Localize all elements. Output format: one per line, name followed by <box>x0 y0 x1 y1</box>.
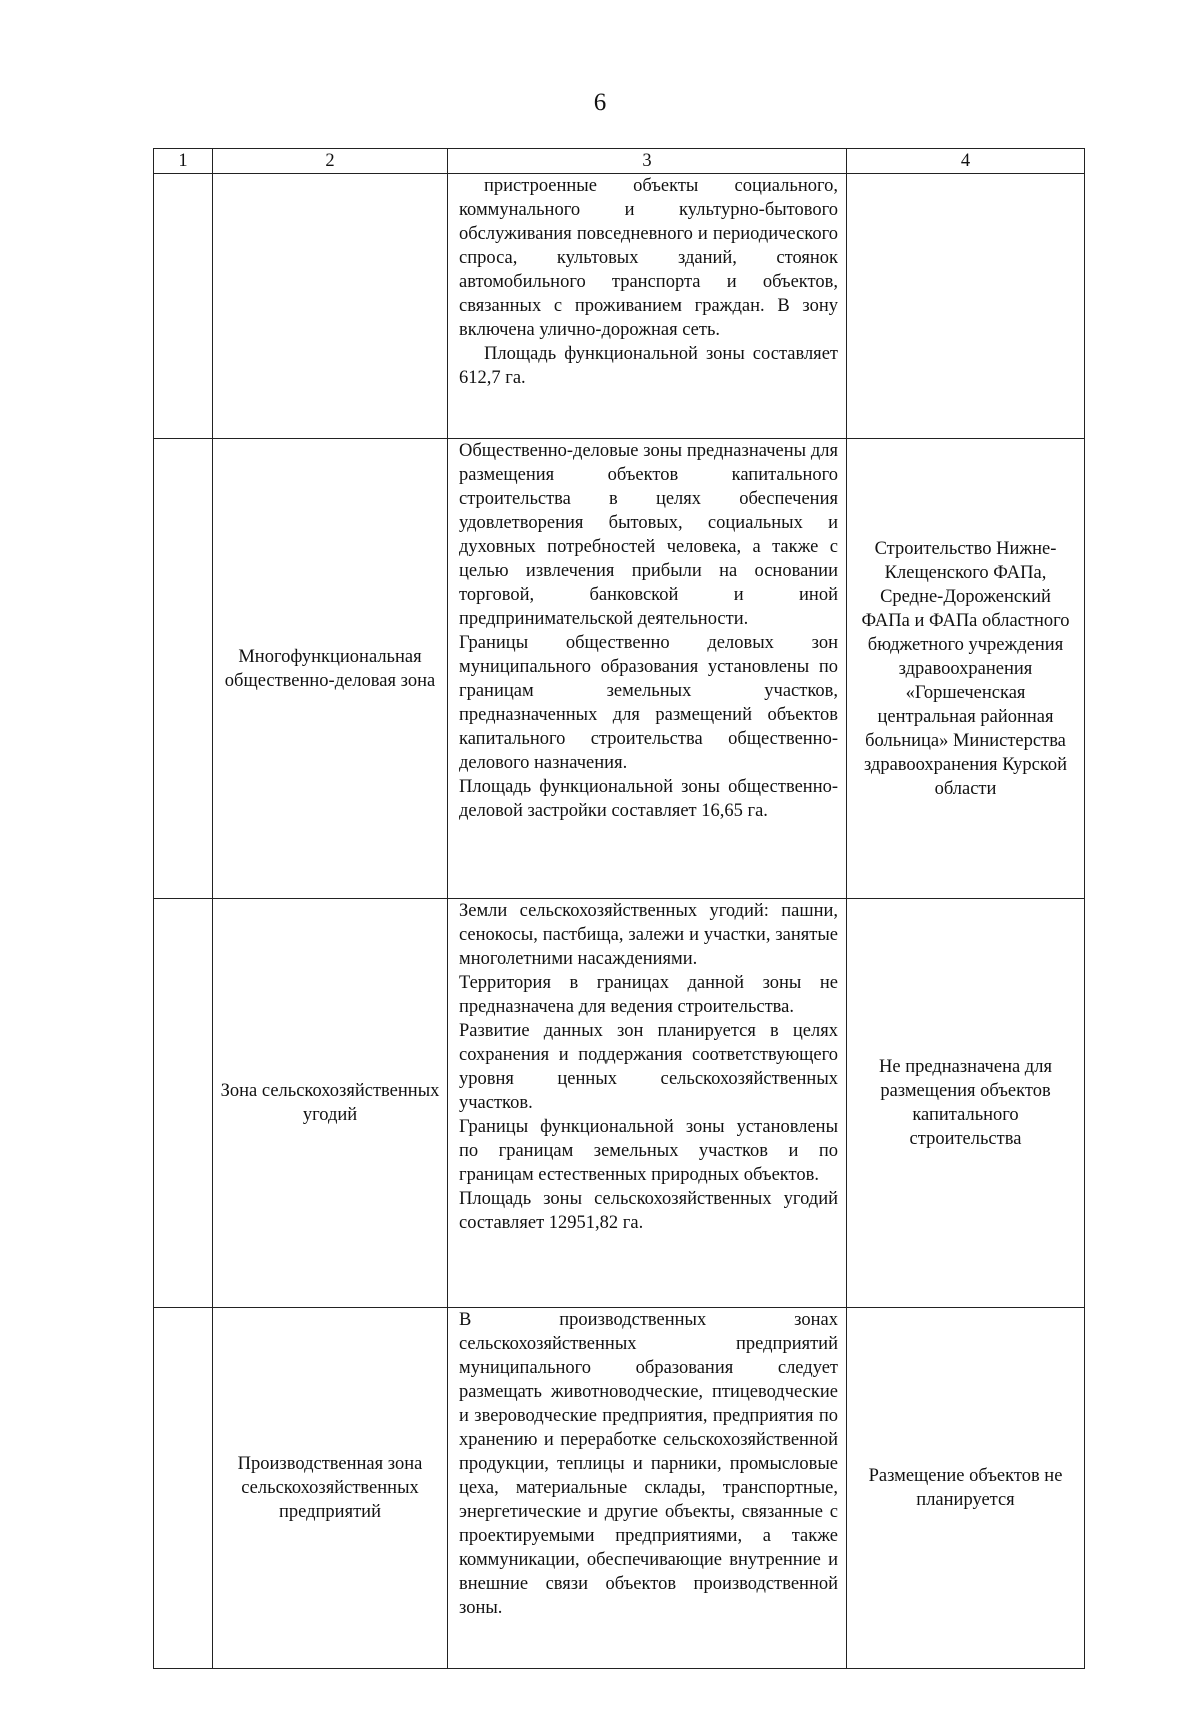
description-paragraph: Границы функциональной зоны установлены по границам земельных участков и по границам естественных природных объектов. <box>459 1117 838 1185</box>
zone-note-cell: Строительство Нижне-Клещенского ФАПа, Средне-Дороженский ФАПа и ФАПа областного бюджетного учреждения здравоохранения «Горшеченская центральная районная больница» Министерства здравоохранения Курской области <box>847 439 1085 899</box>
column-header-3: 3 <box>448 149 847 174</box>
page-number: 6 <box>593 89 607 116</box>
zone-description-cell <box>448 1308 847 1669</box>
table-row <box>154 899 1085 1308</box>
column-header-4: 4 <box>847 149 1085 174</box>
table-row <box>154 1308 1085 1669</box>
column-header-2: 2 <box>213 149 448 174</box>
table-row <box>154 174 1085 439</box>
description-paragraph: В производственных зонах сельскохозяйственных предприятий муниципального образования следует размещать животноводческие, птицеводческие и звероводческие предприятия, предприятия по хранению и переработке сельскохозяйственной продукции, теплицы и парники, промысловые цеха, материальные склады, транспортные, энергетические и другие объекты, связанные с проектируемыми предприятиями, а также коммуникации, обеспечивающие внутренние и внешние связи объектов производственной зоны. <box>459 1310 838 1618</box>
description-paragraph: Общественно-деловые зоны предназначены для размещения объектов капитального строительства в целях обеспечения удовлетворения бытовых, социальных и духовных потребностей человека, а также с целью извлечения прибыли на основании торговой, банковской и иной предпринимательской деятельности. <box>459 441 838 629</box>
row-number-cell <box>154 899 213 1308</box>
table-row <box>154 439 1085 899</box>
zone-note-cell: Не предназначена для размещения объектов капитального строительства <box>847 899 1085 1308</box>
description-paragraph: Площадь функциональной зоны общественно-деловой застройки составляет 16,65 га. <box>459 777 838 821</box>
zone-name-cell: Многофункциональная общественно-деловая зона <box>213 439 448 899</box>
row-number-cell <box>154 1308 213 1669</box>
description-paragraph: Земли сельскохозяйственных угодий: пашни, сенокосы, пастбища, залежи и участки, занятые многолетними насаждениями. <box>459 901 838 969</box>
description-paragraph: Границы общественно деловых зон муниципального образования установлены по границам земельных участков, предназначенных для размещений объектов капитального строительства общественно-делового назначения. <box>459 633 838 773</box>
zone-name-cell: Производственная зона сельскохозяйственных предприятий <box>213 1308 448 1669</box>
description-paragraph: Площадь функциональной зоны составляет 612,7 га. <box>459 344 838 388</box>
zone-note-cell: Размещение объектов не планируется <box>847 1308 1085 1669</box>
column-header-1: 1 <box>154 149 213 174</box>
row-number-cell <box>154 174 213 439</box>
row-number-cell <box>154 439 213 899</box>
zones-table <box>153 148 1085 1669</box>
description-paragraph: Развитие данных зон планируется в целях сохранения и поддержания соответствующего уровня ценных сельскохозяйственных участков. <box>459 1021 838 1113</box>
zone-description-cell <box>448 439 847 899</box>
description-paragraph: пристроенные объекты социального, коммунального и культурно-бытового обслуживания повседневного и периодического спроса, культовых зданий, стоянок автомобильного транспорта и объектов, связанных с проживанием граждан. В зону включена улично-дорожная сеть. <box>459 176 838 340</box>
table-header-row <box>154 149 1085 174</box>
zone-name-cell <box>213 174 448 439</box>
zone-description-cell <box>448 174 847 439</box>
zone-description-cell <box>448 899 847 1308</box>
zone-note-cell <box>847 174 1085 439</box>
zone-name-cell: Зона сельскохозяйственных угодий <box>213 899 448 1308</box>
description-paragraph: Площадь зоны сельскохозяйственных угодий составляет 12951,82 га. <box>459 1189 838 1233</box>
description-paragraph: Территория в границах данной зоны не предназначена для ведения строительства. <box>459 973 838 1017</box>
